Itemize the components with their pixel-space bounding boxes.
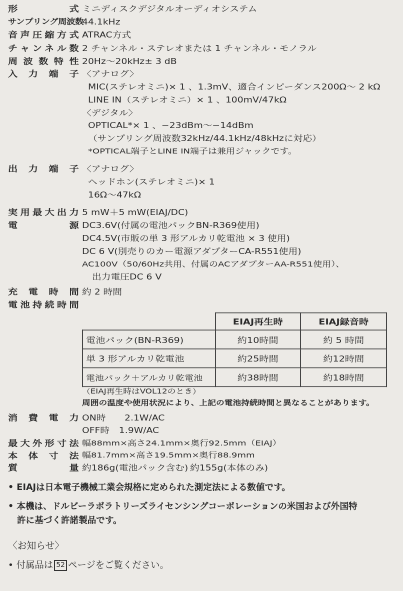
footnote-dolby-line2: 許に基づく許諾製品です。 — [17, 516, 122, 526]
table-row: 電池パック(BN-R369) 約10時間 約 5 時間 — [83, 330, 387, 349]
spec-row-body-dims: 本 体 寸 法 幅81.7mm×高さ19.5mm×奥行88.9mm — [8, 451, 255, 461]
spec-row-consumption: 消 費 電 力 ON時 2.1W/AC — [8, 414, 165, 424]
footnote-eiaj-text: • EIAJは日本電子機械工業会規格に定められた測定法による数値です。 — [8, 483, 291, 493]
spec-row-power: 電 源 DC3.6V(付属の電池パックBN-R369使用) — [8, 221, 260, 231]
table-header-rec: EIAJ録音時 — [301, 313, 387, 330]
spec-label: 消 費 電 力 — [8, 414, 79, 424]
spec-row-output: 出 力 端 子 〈アナログ〉 — [8, 164, 139, 174]
input-line: MIC(ステレオミニ)× 1 、1.3mV、適合インピーダンス200Ω〜 2 kΩ — [88, 82, 381, 92]
spec-label: 充 電 時 間 — [8, 287, 79, 297]
spec-row-battery-life — [0, 299, 403, 311]
spec-value: 44.1kHz — [82, 18, 121, 28]
table-row: 単 3 形アルカリ乾電池 約25時間 約12時間 — [83, 349, 387, 368]
spec-label: 入 力 端 子 — [8, 69, 79, 79]
notice-text — [8, 558, 169, 573]
table-note: （EIAJ再生時はVOL12のとき） — [82, 387, 201, 396]
spec-label: 周波数特性 — [8, 57, 79, 67]
spec-value: 20Hz〜20kHz± 3 dB — [82, 57, 177, 67]
power-line: AC100V（50/60Hz共用、付属のACアダプターAA-R551使用）、 — [82, 260, 345, 269]
input-line: *OPTICAL端子とLINE IN端子は兼用ジャックです。 — [88, 147, 298, 156]
spec-label: チャンネル数 — [8, 44, 79, 54]
spec-value: 〈アナログ〉 — [82, 69, 139, 79]
spec-row-channels — [0, 43, 403, 55]
spec-label: 質 量 — [8, 464, 79, 474]
spec-label: サンプリング周波数 — [8, 18, 84, 27]
battery-life-table — [82, 312, 387, 387]
input-line: （サンプリング周波数32kHz/44.1kHz/48kHzに対応） — [88, 134, 322, 144]
input-line: 〈デジタル〉 — [82, 109, 138, 119]
input-line: OPTICAL*× 1 、−23dBm〜−14dBm — [88, 121, 254, 131]
spec-label: 電池持続時間 — [8, 300, 79, 310]
spec-label: 実用最大出力 — [8, 208, 79, 218]
table-note: 周囲の温度や使用状況により、上記の電池持続時間と異なることがあります。 — [82, 398, 375, 407]
spec-row-charge-time: 充 電 時 間 約 2 時間 — [8, 287, 123, 297]
page-ref-icon: 52 — [56, 561, 66, 569]
spec-label: 形 式 — [8, 4, 79, 14]
spec-value: ミニディスクデジタルオーディオシステム — [82, 4, 258, 14]
spec-row-max-dims: 最大外形寸法 幅88mm×高さ24.1mm×奥行92.5mm（EIAJ） — [8, 439, 282, 449]
power-line: 出力電圧DC 6 V — [92, 273, 162, 283]
notice-text-after: ページをご覧ください。 — [68, 560, 169, 571]
table-header-row — [83, 313, 387, 330]
spec-label: 電 源 — [8, 221, 79, 231]
table-row: 電池パック＋アルカリ乾電池 約38時間 約18時間 — [83, 368, 387, 387]
spec-row-weight: 質 量 約186g(電池パック含む) 約155g(本体のみ) — [8, 464, 269, 474]
spec-value: ATRAC方式 — [82, 31, 132, 41]
spec-row-compression — [0, 30, 403, 42]
spec-row-format — [0, 3, 403, 15]
notice-text-before: • 付属品は — [8, 560, 54, 571]
input-line: LINE IN（ステレオミニ）× 1 、100mV/47kΩ — [88, 95, 287, 105]
spec-label: 出 力 端 子 — [8, 164, 79, 174]
spec-row-frequency — [0, 56, 403, 68]
notice-title: 〈お知らせ〉 — [8, 541, 64, 552]
spec-row-charge — [0, 239, 403, 251]
power-line: DC4.5V(市販の単 3 形アルカリ乾電池 × 3 使用) — [82, 234, 290, 244]
spec-row-max-output: 実用最大出力 5 mW＋5 mW(EIAJ/DC) — [8, 208, 189, 218]
spec-label: 音声圧縮方式 — [8, 31, 79, 41]
output-line: ヘッドホン(ステレオミニ)× 1 — [88, 177, 215, 187]
spec-value: 2 チャンネル・ステレオまたは 1 チャンネル・モノラル — [82, 44, 317, 54]
table-header-play: EIAJ再生時 — [215, 313, 301, 330]
spec-row-sampling — [0, 16, 403, 28]
spec-label: 最大外形寸法 — [8, 439, 79, 449]
power-line: DC 6 V(別売りのカー電源アダプターCA-R551使用) — [82, 247, 302, 257]
output-line: 16Ω〜47kΩ — [88, 191, 141, 201]
spec-label: 本 体 寸 法 — [8, 451, 79, 461]
spec-row-input — [0, 68, 403, 80]
footnote-dolby-line1: • 本機は、ドルビーラボラトリーズライセンシングコーポレーションの米国および外国特 — [8, 502, 358, 512]
consumption-line: OFF時 1.9W/AC — [82, 426, 160, 436]
